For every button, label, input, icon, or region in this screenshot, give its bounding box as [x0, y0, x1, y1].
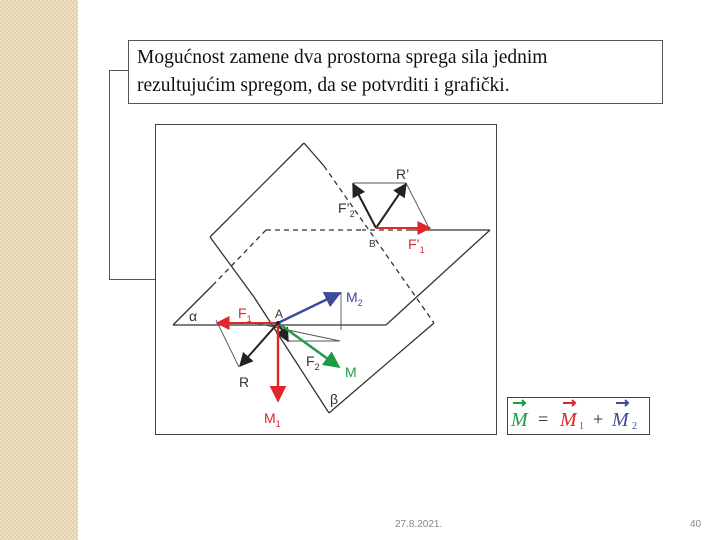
title-line-2: rezultujućim spregom, da se potvrditi i grafički.: [137, 75, 510, 96]
decorative-side-strip: [0, 0, 78, 540]
vector-mark-M: [513, 400, 525, 406]
diagram-svg: [156, 125, 496, 434]
label-F2-prime: $F’_2$: [338, 200, 355, 219]
vector-mark-M1: [563, 400, 575, 406]
arrow-R: [240, 323, 278, 366]
title-line-1: Mogućnost zamene dva prostorna sprega sila jednim: [137, 47, 548, 68]
arrow-M2: [278, 293, 340, 323]
formula-term1-sub: 1: [579, 421, 584, 432]
arrow-F2-prime: [353, 184, 376, 228]
arrow-R-prime: [376, 184, 406, 228]
footer-date: 27.8.2021.: [395, 519, 443, 530]
slide-title: [128, 40, 663, 104]
vector-mark-M2: [616, 400, 628, 406]
point-A: [276, 321, 280, 325]
label-R-prime: R’: [396, 166, 410, 182]
plane-beta: [210, 143, 434, 413]
label-R: R: [239, 374, 250, 390]
diagram-labels: [189, 166, 425, 429]
label-point-A: A: [275, 307, 284, 321]
formula-lhs: M: [511, 409, 528, 431]
label-point-B: B: [369, 239, 376, 250]
label-F1-prime: $F’_1$: [408, 236, 425, 255]
label-F1: $F_1$: [238, 305, 252, 324]
label-beta: β: [330, 391, 339, 407]
couples-diagram: [155, 124, 497, 435]
formula-term2: M: [612, 409, 629, 431]
construction-lines: [216, 183, 429, 367]
label-M2: $M_2$: [346, 289, 363, 308]
label-F2: $F_2$: [306, 353, 320, 372]
formula-equals: =: [538, 409, 549, 429]
formula-svg: [508, 398, 649, 434]
label-M1: $M_1$: [264, 410, 281, 429]
forces-and-moments: [217, 184, 430, 401]
formula-term1: M: [560, 409, 577, 431]
formula-term2-sub: 2: [632, 421, 637, 432]
moment-sum-formula: [507, 397, 650, 435]
label-M: M: [345, 364, 357, 380]
label-alpha: α: [189, 308, 198, 324]
page-number: 40: [690, 519, 702, 530]
plane-alpha: [173, 230, 490, 325]
formula-plus: +: [593, 409, 604, 429]
